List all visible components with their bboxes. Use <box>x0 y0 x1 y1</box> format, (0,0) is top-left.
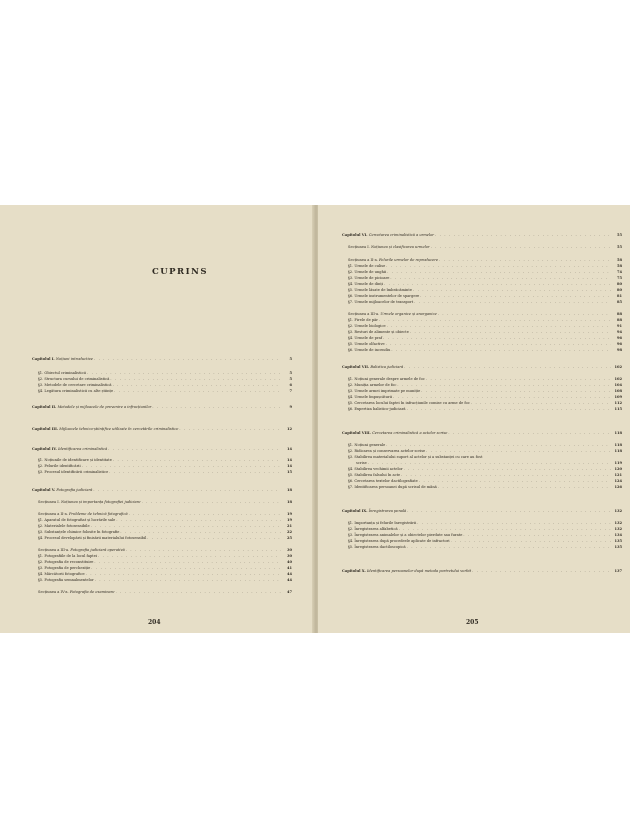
toc-entry <box>32 357 292 361</box>
toc-entry <box>348 294 622 298</box>
leader-dots <box>414 300 611 304</box>
toc-entry-label: §1. Fotografiile de la locul faptei <box>38 554 97 558</box>
toc-entry <box>32 405 292 409</box>
toc-entry-label: §3. Urmele de picioare <box>348 276 390 280</box>
toc-entry-page: 112 <box>614 401 622 405</box>
toc-entry-label: §4. Stabilirea vechimii actelor <box>348 467 403 471</box>
toc-entry-label: §1. Noțiuni generale <box>348 443 386 447</box>
toc-entry <box>348 473 622 477</box>
toc-entry-label: §5. Fotografia semnalmentelor <box>38 578 94 582</box>
toc-entry-label: Capitolul III. Mijloacele tehnico-științifice utilizate în cercetările criminalistice <box>32 427 179 431</box>
toc-entry-label: Capitolul II. Metodele și mijloacele de prevenire a infracțiunilor <box>32 405 152 409</box>
toc-entry <box>38 500 292 504</box>
toc-entry <box>342 569 622 573</box>
leader-dots <box>116 590 282 594</box>
toc-entry-page: 25 <box>286 536 292 540</box>
leader-dots <box>471 401 611 405</box>
toc-entry <box>348 539 622 543</box>
toc-entry-label: Secțiunea I. Noțiunea și clasificarea urmelor <box>348 245 430 249</box>
toc-entry-page: 126 <box>614 485 622 489</box>
leader-dots <box>94 560 281 564</box>
toc-entry-page: 14 <box>286 464 292 468</box>
leader-dots <box>404 467 611 471</box>
toc-entry-page: 88 <box>616 318 622 322</box>
toc-entry <box>348 245 622 249</box>
toc-entry-page: 132 <box>614 527 622 531</box>
leader-dots <box>431 245 611 249</box>
leader-dots <box>438 485 611 489</box>
toc-entry <box>38 560 292 564</box>
toc-entry-label: §6. Urmele de incendiu <box>348 348 391 352</box>
toc-entry-label: §5. Stabilirea falsului în acte <box>348 473 401 477</box>
toc-entry <box>38 464 292 468</box>
toc-entry <box>348 258 622 262</box>
toc-entry-page: 104 <box>614 383 622 387</box>
leader-dots <box>393 395 611 399</box>
leader-dots <box>109 470 281 474</box>
leader-dots <box>129 512 281 516</box>
toc-entry-label: Secțiunea a III-a. Fotografia judiciară operativă <box>38 548 125 552</box>
toc-entry-page: 55 <box>616 245 622 249</box>
toc-entry <box>38 383 292 387</box>
toc-entry <box>348 467 622 471</box>
toc-entry-page: 81 <box>616 294 622 298</box>
toc-entry <box>356 461 622 465</box>
toc-entry-page: 118 <box>614 431 622 435</box>
leader-dots <box>113 458 281 462</box>
toc-entry-page: 41 <box>286 566 292 570</box>
toc-entry-page: 94 <box>616 330 622 334</box>
toc-entry-page: 80 <box>616 288 622 292</box>
toc-entry <box>38 572 292 576</box>
toc-entry-page: 44 <box>286 578 292 582</box>
toc-entry <box>348 282 622 286</box>
toc-entry-label: §3. Stabilirea materialului suport al actelor și a substanței cu care au fost <box>348 455 483 459</box>
toc-entry-page: 5 <box>289 377 292 381</box>
toc-entry-label: §4. Urmele de dinți <box>348 282 383 286</box>
leader-dots <box>142 500 281 504</box>
toc-entry-page: 102 <box>614 377 622 381</box>
leader-dots <box>451 539 612 543</box>
toc-entry <box>348 485 622 489</box>
toc-entry <box>348 377 622 381</box>
toc-entry-label: §5. Urmele olfactive <box>348 342 385 346</box>
leader-dots <box>91 524 281 528</box>
toc-entry <box>38 566 292 570</box>
toc-entry-page: 6 <box>289 383 292 387</box>
toc-entry <box>348 407 622 411</box>
leader-dots <box>387 270 611 274</box>
toc-entry-label: §5. Urmele lăsate de îmbrăcăminte <box>348 288 412 292</box>
toc-entry <box>38 554 292 558</box>
toc-entry-page: 98 <box>616 348 622 352</box>
toc-entry-label: §4. Procesul developării și finisării materialului fotosensibil <box>38 536 147 540</box>
toc-entry-page: 30 <box>286 548 292 552</box>
leader-dots <box>399 527 611 531</box>
toc-entry-page: 137 <box>614 569 622 573</box>
toc-entry <box>38 512 292 516</box>
toc-entry <box>348 545 622 549</box>
toc-entry-page: 9 <box>289 405 292 409</box>
toc-entry-page: 44 <box>286 572 292 576</box>
toc-entry-label: §4. Urmele împușcăturii <box>348 395 393 399</box>
toc-entry-label: §7. Urmele mijloacelor de transport <box>348 300 414 304</box>
toc-entry-page: 132 <box>614 509 622 513</box>
toc-entry-page: 109 <box>614 395 622 399</box>
toc-entry-label: §2. Materialele fotosensibile <box>38 524 90 528</box>
leader-dots <box>113 383 281 387</box>
contents-title: CUPRINS <box>151 267 209 277</box>
toc-entry-page: 115 <box>614 407 622 411</box>
toc-entry <box>348 264 622 268</box>
toc-entry-label: Capitolul X. Identificarea persoanelor după metoda portretului vorbit <box>342 569 472 573</box>
toc-entry <box>348 443 622 447</box>
leader-dots <box>114 389 281 393</box>
toc-entry-page: 22 <box>286 530 292 534</box>
leader-dots <box>126 548 281 552</box>
leader-dots <box>435 233 611 237</box>
leader-dots <box>147 536 281 540</box>
toc-entry-label: §5. Înregistrarea dactiloscopică <box>348 545 406 549</box>
leader-dots <box>91 566 281 570</box>
toc-entry <box>348 276 622 280</box>
toc-entry-page: 121 <box>614 473 622 477</box>
toc-entry <box>348 300 622 304</box>
toc-entry-page: 7 <box>289 389 292 393</box>
toc-entry-page: 14 <box>286 447 292 451</box>
toc-entry <box>348 312 622 316</box>
toc-entry-page: 58 <box>616 258 622 262</box>
toc-entry-page: 118 <box>614 443 622 447</box>
toc-entry-label: Secțiunea a III-a. Urmele organice și anorganice <box>348 312 437 316</box>
toc-entry-label: §2. Înregistrarea alfabetică <box>348 527 398 531</box>
toc-entry <box>38 578 292 582</box>
leader-dots <box>94 357 281 361</box>
toc-entry-label: scrise <box>356 461 367 465</box>
toc-entry <box>348 395 622 399</box>
leader-dots <box>179 427 281 431</box>
toc-entry-label: Capitolul VII. Balistica judiciară <box>342 365 404 369</box>
leader-dots <box>407 407 611 411</box>
toc-entry <box>348 389 622 393</box>
toc-entry <box>38 518 292 522</box>
toc-entry <box>38 530 292 534</box>
toc-entry-label: §3. Urmele armei imprimate pe muniție <box>348 389 421 393</box>
toc-entry-label: Capitolul V. Fotografia judiciară <box>32 488 93 492</box>
toc-entry-page: 5 <box>289 371 292 375</box>
leader-dots <box>152 405 281 409</box>
leader-dots <box>426 377 611 381</box>
toc-entry <box>38 524 292 528</box>
toc-entry <box>348 336 622 340</box>
leader-dots <box>368 461 611 465</box>
toc-entry-label: Secțiunea a II-a. Probleme de tehnică fotografică <box>38 512 128 516</box>
toc-entry <box>348 401 622 405</box>
toc-entry-page: 55 <box>616 233 622 237</box>
toc-entry-page: 18 <box>286 500 292 504</box>
leader-dots <box>379 318 611 322</box>
toc-entry-page: 96 <box>616 342 622 346</box>
toc-entry-page: 120 <box>614 467 622 471</box>
leader-dots <box>401 473 611 477</box>
right-page <box>318 205 630 633</box>
toc-entry <box>32 427 292 431</box>
toc-entry-label: §1. Obiectul criminalisticii <box>38 371 86 375</box>
toc-entry-label: Secțiunea I. Noțiunea și importanța fotografiei judiciare <box>38 500 141 504</box>
left-page-number: 204 <box>148 619 161 626</box>
toc-entry-page: 12 <box>286 427 292 431</box>
toc-entry-page: 118 <box>614 449 622 453</box>
left-page <box>0 205 314 633</box>
toc-entry <box>32 447 292 451</box>
toc-entry-label: §7. Identificarea persoanei după scrisul de mână <box>348 485 437 489</box>
leader-dots <box>419 479 611 483</box>
leader-dots <box>98 554 281 558</box>
toc-entry-page: 21 <box>286 524 292 528</box>
toc-entry-page: 5 <box>289 357 292 361</box>
toc-entry-label: §4. Legătura criminalisticii cu alte științe <box>38 389 114 393</box>
toc-entry <box>342 431 622 435</box>
toc-entry-page: 80 <box>616 282 622 286</box>
toc-entry-page: 14 <box>286 458 292 462</box>
toc-entry-label: Secțiunea a II-a. Felurile urmelor de reproducere <box>348 258 439 262</box>
right-page-number: 205 <box>466 619 479 626</box>
toc-entry-page: 135 <box>614 545 622 549</box>
toc-entry-page: 58 <box>616 264 622 268</box>
leader-dots <box>472 569 611 573</box>
toc-entry-page: 124 <box>614 479 622 483</box>
toc-entry-label: §2. Structura cursului de criminalistică <box>38 377 110 381</box>
toc-entry <box>348 455 622 459</box>
leader-dots <box>116 518 281 522</box>
toc-entry-label: §1. Aparatul de fotografiat și lucrările sale <box>38 518 116 522</box>
toc-entry-page: 85 <box>616 300 622 304</box>
toc-entry-label: §5. Cercetarea locului faptei în infracțiunile comise cu arme de foc <box>348 401 470 405</box>
toc-entry-label: §4. Urmele de praf <box>348 336 383 340</box>
toc-entry-page: 15 <box>286 470 292 474</box>
toc-entry <box>38 536 292 540</box>
toc-entry-label: Capitolul VI. Cercetarea criminalistică a urmelor <box>342 233 434 237</box>
leader-dots <box>82 464 281 468</box>
leader-dots <box>384 282 611 286</box>
toc-entry <box>348 288 622 292</box>
toc-entry-label: §1. Noțiunile de identificare și identitate <box>38 458 112 462</box>
leader-dots <box>386 342 611 346</box>
toc-entry <box>32 488 292 492</box>
toc-entry-label: §6. Cercetarea textelor dactilografiate <box>348 479 418 483</box>
toc-entry-label: §3. Metodele de cercetare criminalistică <box>38 383 112 387</box>
toc-entry-label: Capitolul I. Noțiuni introductive <box>32 357 93 361</box>
leader-dots <box>417 521 611 525</box>
toc-entry <box>38 371 292 375</box>
leader-dots <box>386 264 611 268</box>
leader-dots <box>110 377 281 381</box>
toc-entry <box>348 383 622 387</box>
toc-entry-page: 19 <box>286 518 292 522</box>
toc-entry-page: 134 <box>614 533 622 537</box>
toc-entry-label: §3. Procesul identificării criminalistice <box>38 470 109 474</box>
toc-entry <box>348 449 622 453</box>
toc-entry <box>342 365 622 369</box>
leader-dots <box>383 336 611 340</box>
toc-entry-page: 40 <box>286 560 292 564</box>
leader-dots <box>438 312 611 316</box>
leader-dots <box>439 258 611 262</box>
leader-dots <box>463 533 611 537</box>
toc-entry-label: §1. Importanța și felurile înregistrării <box>348 521 417 525</box>
toc-entry-label: §2. Muniția armelor de foc <box>348 383 397 387</box>
leader-dots <box>108 447 281 451</box>
leader-dots <box>93 488 281 492</box>
toc-entry <box>348 348 622 352</box>
toc-entry-page: 96 <box>616 336 622 340</box>
toc-entry-label: §2. Fotografia de reconstituire <box>38 560 94 564</box>
leader-dots <box>87 371 281 375</box>
toc-entry-label: §1. Noțiuni generale despre armele de foc <box>348 377 425 381</box>
toc-entry-page: 30 <box>286 554 292 558</box>
toc-entry-page: 75 <box>616 276 622 280</box>
toc-entry-label: §6. Expertiza balistico-judiciară <box>348 407 406 411</box>
toc-entry-label: §2. Ridicarea și conservarea actelor scrise <box>348 449 426 453</box>
leader-dots <box>426 449 611 453</box>
toc-entry-label: Capitolul VIII. Cercetarea criminalistică a actelor scrise <box>342 431 448 435</box>
toc-entry <box>348 533 622 537</box>
leader-dots <box>120 530 281 534</box>
toc-entry <box>342 233 622 237</box>
toc-entry-page: 47 <box>286 590 292 594</box>
toc-entry-label: §6. Urmele instrumentelor de spargere <box>348 294 420 298</box>
toc-entry-label: §1. Firele de păr <box>348 318 379 322</box>
toc-entry-page: 19 <box>286 512 292 516</box>
toc-entry <box>348 324 622 328</box>
toc-entry-label: §3. Înregistrarea animalelor și a obiectelor pierdute sau furate <box>348 533 463 537</box>
leader-dots <box>387 324 611 328</box>
toc-entry-label: §2. Urmele biologice <box>348 324 386 328</box>
toc-entry <box>348 330 622 334</box>
toc-entry <box>38 590 292 594</box>
leader-dots <box>407 509 611 513</box>
toc-entry <box>342 509 622 513</box>
toc-entry-label: Capitolul IX. Înregistrarea penală <box>342 509 407 513</box>
leader-dots <box>397 383 611 387</box>
toc-entry-page: 88 <box>616 312 622 316</box>
toc-entry-page: 135 <box>614 539 622 543</box>
toc-entry-page: 132 <box>614 521 622 525</box>
toc-entry-label: Capitolul IV. Identificarea criminalistică <box>32 447 108 451</box>
toc-entry-label: §3. Substanțele chimice folosite în fotografie <box>38 530 120 534</box>
toc-entry-label: §2. Felurile identificării <box>38 464 81 468</box>
toc-entry-page: 102 <box>614 365 622 369</box>
toc-entry <box>38 548 292 552</box>
leader-dots <box>421 389 611 393</box>
toc-entry <box>38 377 292 381</box>
leader-dots <box>413 288 611 292</box>
toc-entry-page: 74 <box>616 270 622 274</box>
toc-entry-label: §2. Urmele de unghii <box>348 270 387 274</box>
toc-entry-page: 108 <box>614 389 622 393</box>
toc-entry <box>38 458 292 462</box>
toc-entry <box>38 389 292 393</box>
leader-dots <box>95 578 281 582</box>
toc-entry-label: Secțiunea a IV-a. Fotografia de examinare <box>38 590 115 594</box>
open-book <box>0 205 630 633</box>
toc-entry-label: §3. Resturi de alimente și obiecte <box>348 330 409 334</box>
toc-entry <box>348 318 622 322</box>
leader-dots <box>390 276 611 280</box>
leader-dots <box>407 545 611 549</box>
leader-dots <box>404 365 611 369</box>
leader-dots <box>391 348 611 352</box>
leader-dots <box>448 431 611 435</box>
toc-entry <box>348 342 622 346</box>
toc-entry-page: 18 <box>286 488 292 492</box>
leader-dots <box>410 330 611 334</box>
toc-entry <box>348 479 622 483</box>
toc-entry-label: §4. Mărcătorii fotografice <box>38 572 85 576</box>
toc-entry-label: §1. Urmele de culise <box>348 264 386 268</box>
toc-entry-page: 119 <box>614 461 622 465</box>
leader-dots <box>386 443 611 447</box>
toc-entry <box>348 521 622 525</box>
toc-entry-label: §3. Fotografia de percheziție <box>38 566 91 570</box>
toc-entry <box>38 470 292 474</box>
toc-entry <box>348 270 622 274</box>
toc-entry-label: §4. Înregistrarea după procedeele aplicate de infractori <box>348 539 450 543</box>
toc-entry-page: 91 <box>616 324 622 328</box>
leader-dots <box>420 294 611 298</box>
leader-dots <box>86 572 281 576</box>
toc-entry <box>348 527 622 531</box>
